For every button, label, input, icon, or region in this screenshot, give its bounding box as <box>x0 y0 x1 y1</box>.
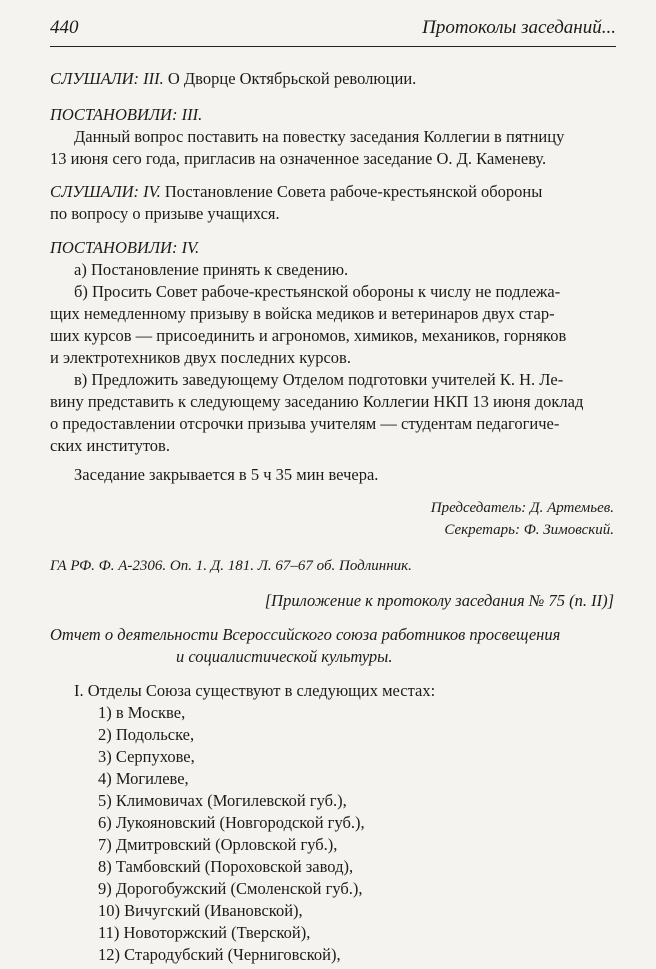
place-item: 4) Могилеве, <box>98 769 189 788</box>
item-c-line2: вину представить к следующему заседанию Коллегии НКП 13 июня доклад <box>50 392 584 411</box>
resolved-4-label: ПОСТАНОВИЛИ: IV. <box>50 238 200 257</box>
heard-4: СЛУШАЛИ: IV. Постановление Совета рабоче-крестьянской обороны <box>50 182 543 201</box>
report-title-line2: и социалистической культуры. <box>176 647 393 666</box>
section-1-heading: I. Отделы Союза существуют в следующих местах: <box>74 681 436 700</box>
heard-4-line2: по вопросу о призыве учащихся. <box>50 204 280 223</box>
item-b-line4: и электротехников двух последних курсов. <box>50 348 351 367</box>
item-c-line1: в) Предложить заведующему Отделом подготовки учителей К. Н. Ле- <box>74 370 564 389</box>
place-item: 2) Подольске, <box>98 725 195 744</box>
heard-3: СЛУШАЛИ: III. О Дворце Октябрьской революции. <box>50 69 417 88</box>
place-item: 5) Климовичах (Могилевской губ.), <box>98 791 347 810</box>
item-c-line3: о предоставлении отсрочки призыва учителям — студентам педагогиче- <box>50 414 560 433</box>
place-item: 9) Дорогобужский (Смоленской губ.), <box>98 879 363 898</box>
report-title-line1: Отчет о деятельности Всероссийского союза работников просвещения <box>50 625 561 644</box>
page-header <box>0 0 656 50</box>
place-item: 10) Вичугский (Ивановской), <box>98 901 303 920</box>
item-c-line4: ских институтов. <box>50 436 170 455</box>
header-rule <box>50 46 616 47</box>
place-item: 3) Серпухове, <box>98 747 195 766</box>
place-item: 7) Дмитровский (Орловской губ.), <box>98 835 338 854</box>
resolved-3-label: ПОСТАНОВИЛИ: III. <box>50 105 203 124</box>
running-title: Протоколы заседаний... <box>422 17 616 38</box>
resolved-3-line1: Данный вопрос поставить на повестку заседания Коллегии в пятницу <box>74 127 565 146</box>
place-item: 1) в Москве, <box>98 703 186 722</box>
secretary-signature: Секретарь: Ф. Зимовский. <box>444 522 614 538</box>
item-a: а) Постановление принять к сведению. <box>74 260 349 279</box>
item-b-line3: ших курсов — присоединить и агрономов, химиков, механиков, горняков <box>50 326 567 345</box>
closing-line: Заседание закрывается в 5 ч 35 мин вечера. <box>74 465 379 484</box>
place-item: 6) Лукояновский (Новгородской губ.), <box>98 813 365 832</box>
item-b-line1: б) Просить Совет рабоче-крестьянской обороны к числу не подлежа- <box>74 282 561 301</box>
chairman-signature: Председатель: Д. Артемьев. <box>430 500 614 516</box>
place-item: 12) Стародубский (Черниговской), <box>98 945 341 964</box>
appendix-reference: [Приложение к протоколу заседания № 75 (п. II)] <box>264 591 614 610</box>
archive-reference: ГА РФ. Ф. А-2306. Оп. 1. Д. 181. Л. 67–67 об. Подлинник. <box>50 558 412 574</box>
place-item: 11) Новоторжский (Тверской), <box>98 923 311 942</box>
page-number: 440 <box>50 17 79 38</box>
item-b-line2: щих немедленному призыву в войска медиков и ветеринаров двух стар- <box>50 304 555 323</box>
place-item: 8) Тамбовский (Пороховской завод), <box>98 857 354 876</box>
resolved-3-line2: 13 июня сего года, пригласив на означенное заседание О. Д. Каменеву. <box>50 149 547 168</box>
